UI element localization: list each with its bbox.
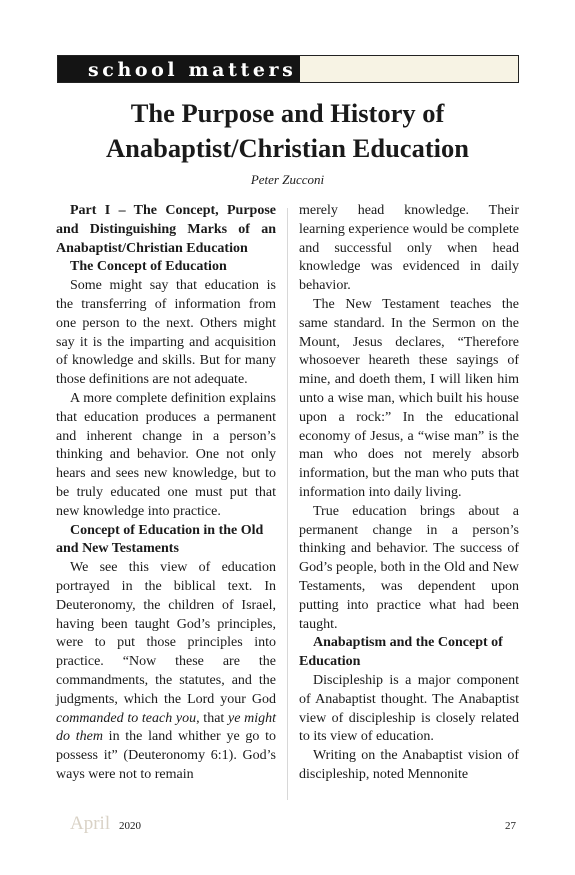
paragraph: Writing on the Anabaptist vision of discipleship, noted Mennonite — [299, 748, 519, 782]
section-banner-label-box — [58, 56, 300, 82]
section-heading-anabaptism: Anabaptism and the Concept of Education — [299, 635, 503, 670]
paragraph: True education brings about a permanent change in a person’s thinking and behavior. The success of God’s people, both in the Old and New Testaments, was dependent upon putting into practice what had been taught. — [299, 503, 519, 632]
section-banner — [57, 55, 519, 83]
article-author: Peter Zucconi — [250, 172, 325, 187]
footer-month: April — [70, 813, 111, 834]
page-number: 27 — [505, 820, 516, 832]
footer-year: 2020 — [119, 820, 141, 832]
section-heading-concept: The Concept of Education — [70, 259, 227, 275]
paragraph: A more complete definition explains that education produces a permanent and inherent change in a person’s thinking and behavior. One not only hears and sees new knowledge, but to be truly educated one must put that new knowledge into practice. — [56, 390, 276, 519]
paragraph: Some might say that education is the transferring of information from one person to the next. Others might say it is the imparting and acquisition of knowledge and skills. But for many those definitions are not adequate. — [56, 278, 276, 388]
left-column — [56, 202, 276, 785]
right-column — [299, 202, 519, 785]
article-title — [0, 96, 575, 166]
emphasis: commanded to teach you — [56, 710, 197, 726]
part-heading: Part I – The Concept, Purpose and Distinguishing Marks of an Anabaptist/Christian Education — [56, 203, 276, 256]
article-title-line2: Anabaptist/Christian Education — [106, 133, 469, 163]
section-heading-testaments: Concept of Education in the Old and New Testaments — [56, 522, 264, 557]
paragraph: Discipleship is a major component of Anabaptist thought. The Anabaptist view of discipleship is closely related to its view of education. — [299, 672, 519, 745]
paragraph: The New Testament teaches the same standard. In the Sermon on the Mount, Jesus declares, “Therefore whosoever heareth these sayings of mine, and doeth them, I will liken him unto a wise man, which built his house upon a rock:” In the educational economy of Jesus, a “wise man” is the man who does not merely absorb information, but the man who puts that information into daily living. — [299, 296, 519, 500]
paragraph: We see this view of education portrayed in the biblical text. In Deuteronomy, the children of Israel, having been taught God’s principles, were to put those principles into practice. “Now these are the commandments, the statutes, and the judgments, which the Lord your God commanded to teach you, that ye might do them in the land whither ye go to possess it” (Deuteronomy 6:1). God’s ways were not to remain — [56, 560, 277, 782]
article-title-line1: The Purpose and History of — [130, 98, 445, 128]
column-divider — [287, 208, 288, 800]
emphasis: ye might do them — [56, 710, 276, 745]
section-label: school matters — [88, 59, 297, 81]
paragraph: merely head knowledge. Their learning experience would be complete and successful only when head knowledge was evidenced in daily behavior. — [299, 203, 520, 294]
